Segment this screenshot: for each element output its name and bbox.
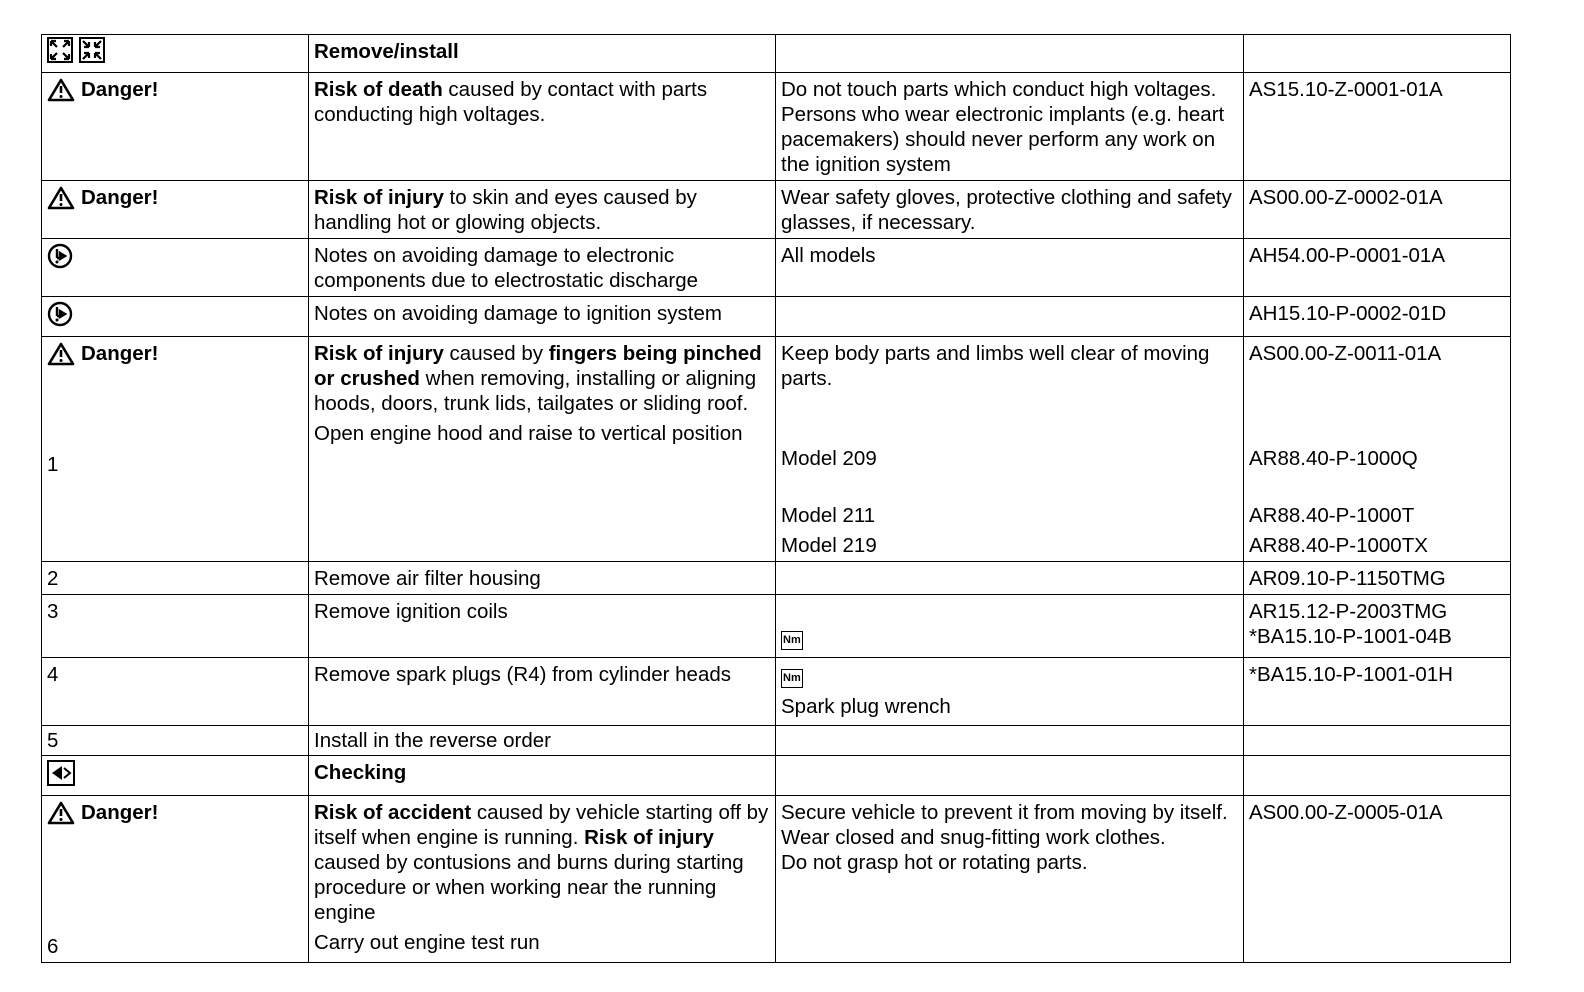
- step-number: 6: [47, 934, 59, 958]
- safety-measure: Keep body parts and limbs well clear of moving parts.: [781, 342, 1210, 390]
- table-row: [42, 181, 1511, 239]
- table-row: [42, 726, 1511, 756]
- warning-triangle-icon: [47, 801, 75, 825]
- document-reference[interactable]: AR09.10-P-1150TMG: [1244, 562, 1511, 595]
- document-reference[interactable]: AS00.00-Z-0011-01A: [1249, 342, 1442, 365]
- document-reference[interactable]: AS00.00-Z-0005-01A: [1244, 796, 1511, 963]
- danger-label: Danger!: [47, 800, 158, 825]
- note-text: Notes on avoiding damage to electronic components due to electrostatic discharge: [309, 239, 776, 297]
- document-reference[interactable]: AR88.40-P-1000T: [1249, 504, 1415, 527]
- safety-measure: Do not touch parts which conduct high voltages. Persons who wear electronic implants (e.g. heart pacemakers) should never perform any work on the ignition system: [776, 73, 1244, 181]
- table-row: [42, 337, 1511, 562]
- section-title-remove-install: Remove/install: [309, 35, 776, 73]
- document-reference[interactable]: AS00.00-Z-0002-01A: [1244, 181, 1511, 239]
- document-reference[interactable]: AR88.40-P-1000Q: [1249, 447, 1418, 470]
- danger-label: Danger!: [42, 73, 309, 181]
- danger-description: Risk of injury to skin and eyes caused by handling hot or glowing objects.: [309, 181, 776, 239]
- step-text: Remove spark plugs (R4) from cylinder heads: [309, 658, 776, 726]
- applicability: All models: [776, 239, 1244, 297]
- step-text: Remove air filter housing: [309, 562, 776, 595]
- torque-icon: Nm: [781, 669, 803, 688]
- model-209: Model 209: [781, 447, 877, 470]
- document-reference[interactable]: *BA15.10-P-1001-04B: [1249, 625, 1452, 648]
- table-row: [42, 73, 1511, 181]
- note-icon: [47, 243, 73, 269]
- model-211: Model 211: [781, 504, 876, 527]
- warning-triangle-icon: [47, 342, 75, 366]
- step-text: Install in the reverse order: [309, 726, 776, 756]
- table-row: [42, 796, 1511, 963]
- danger-label: Danger!: [47, 341, 158, 366]
- document-reference[interactable]: AR15.12-P-2003TMG: [1249, 600, 1448, 623]
- note-icon: [47, 301, 73, 327]
- warning-triangle-icon: [47, 186, 75, 210]
- table-row: [42, 297, 1511, 337]
- document-reference[interactable]: AH15.10-P-0002-01D: [1244, 297, 1511, 337]
- table-row: [42, 35, 1511, 73]
- step-number: 4: [42, 658, 309, 726]
- table-row: [42, 756, 1511, 796]
- step-text: Carry out engine test run: [314, 931, 540, 954]
- remove-icon: [47, 37, 73, 69]
- checking-icon: [47, 760, 75, 786]
- step-text: Remove ignition coils: [309, 595, 776, 658]
- document-reference[interactable]: AR88.40-P-1000TX: [1249, 534, 1428, 557]
- danger-description: Risk of accident caused by vehicle starting off by itself when engine is running. Risk of injury caused by contusions and burns during starting procedure or when working near the running engine: [314, 801, 769, 924]
- warning-triangle-icon: [47, 78, 75, 102]
- table-row: [42, 239, 1511, 297]
- step-number: 1: [47, 452, 59, 476]
- document-reference[interactable]: *BA15.10-P-1001-01H: [1244, 658, 1511, 726]
- torque-icon: Nm: [781, 631, 803, 650]
- model-219: Model 219: [781, 534, 877, 557]
- install-icon: [79, 37, 105, 69]
- danger-description: Risk of death caused by contact with parts conducting high voltages.: [309, 73, 776, 181]
- section-title-checking: Checking: [309, 756, 776, 796]
- repair-instructions-table: [41, 34, 1511, 963]
- table-row: [42, 595, 1511, 658]
- step-number: 2: [42, 562, 309, 595]
- note-text: Notes on avoiding damage to ignition system: [309, 297, 776, 337]
- document-reference[interactable]: AH54.00-P-0001-01A: [1244, 239, 1511, 297]
- document-reference[interactable]: AS15.10-Z-0001-01A: [1244, 73, 1511, 181]
- table-row: [42, 562, 1511, 595]
- safety-measure: Secure vehicle to prevent it from moving by itself. Wear closed and snug-fitting work clothes. Do not grasp hot or rotating parts.: [776, 796, 1244, 963]
- step-number: 5: [42, 726, 309, 756]
- danger-label: Danger!: [42, 181, 309, 239]
- remove-install-icons: [42, 35, 309, 73]
- tool-name: Spark plug wrench: [781, 695, 951, 718]
- step-text: Open engine hood and raise to vertical position: [314, 422, 743, 445]
- step-number: 3: [42, 595, 309, 658]
- danger-description: Risk of injury caused by fingers being pinched or crushed when removing, installing or aligning hoods, doors, trunk lids, tailgates or sliding roof.: [314, 342, 762, 415]
- safety-measure: Wear safety gloves, protective clothing and safety glasses, if necessary.: [776, 181, 1244, 239]
- table-row: [42, 658, 1511, 726]
